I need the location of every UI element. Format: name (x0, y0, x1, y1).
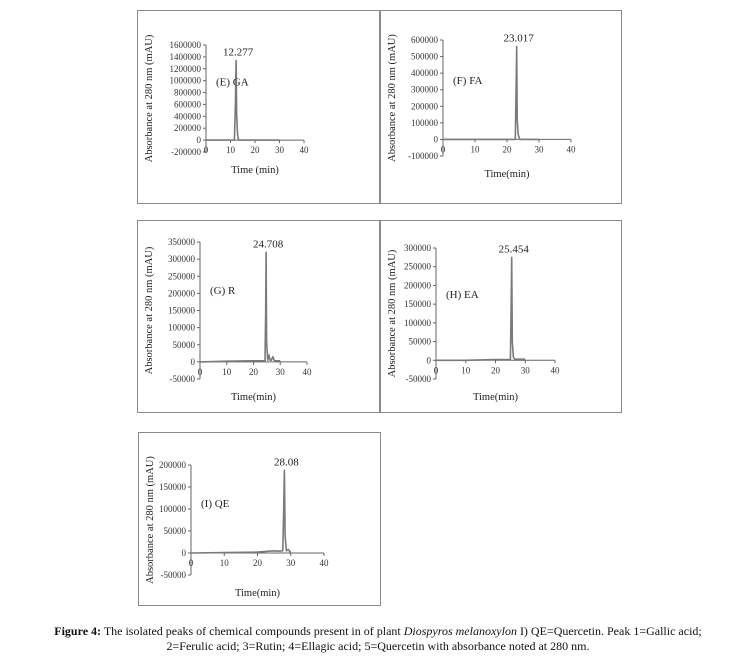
chart-i-x-axis-title: Time(min) (234, 588, 281, 599)
chart-svg-i (139, 433, 382, 607)
chart-e-x-axis-title: Time (min) (231, 165, 279, 176)
chart-g-y-tick-label: 200000 (168, 288, 195, 299)
chart-i-y-tick-label: 50000 (163, 526, 186, 536)
chart-e-y-tick-label: 0 (196, 135, 201, 146)
chart-e-y-tick-label: 400000 (174, 111, 201, 122)
chart-h-y-tick-label: 250000 (404, 261, 431, 272)
caption-line-2: 2=Ferulic acid; 3=Rutin; 4=Ellagic acid; 5=Quercetin with absorbance noted at 280 nm. (166, 639, 590, 653)
chart-e-y-tick-label: 1200000 (169, 63, 201, 74)
chart-svg-g (138, 221, 381, 414)
chart-h-x-tick-label: 20 (491, 365, 500, 376)
chart-panel-f (380, 10, 622, 204)
chart-h-x-tick-label: 30 (520, 365, 530, 376)
chart-h-x-axis-title: Time(min) (472, 392, 519, 403)
chart-h-y-tick-label: 0 (426, 355, 431, 366)
chart-h-y-tick-label: 300000 (404, 243, 431, 253)
chart-f-y-tick-label: 500000 (411, 51, 438, 62)
chart-e-y-axis-title: Absorbance at 280 nm (mAU) (144, 34, 155, 163)
chart-g-x-tick-label: 40 (302, 366, 312, 377)
chart-f-y-tick-label: 300000 (411, 84, 438, 95)
chart-g-y-tick-label: 0 (190, 356, 195, 367)
chart-f-x-tick-label: 20 (502, 144, 512, 155)
chart-f-x-axis-title: Time(min) (484, 169, 530, 180)
chart-g-y-tick-label: 250000 (168, 271, 195, 282)
chart-e-y-tick-label: 800000 (174, 87, 201, 98)
chart-i-x-tick-label: 10 (219, 558, 229, 568)
caption-text-2: I) QE=Quercetin. Peak 1=Gallic acid; (516, 624, 702, 638)
chart-g-x-tick-label: 30 (275, 366, 285, 377)
chart-f-x-tick-label: 0 (440, 144, 446, 155)
chart-i-y-tick-label: -50000 (160, 570, 186, 580)
chart-i-y-tick-label: 0 (181, 548, 186, 558)
chart-e-x-tick-label: 10 (226, 145, 235, 156)
chart-g-x-tick-label: 0 (197, 366, 203, 377)
chart-i-y-axis-title: Absorbance at 280 nm (mAU) (145, 456, 156, 584)
chart-g-y-tick-label: 50000 (172, 339, 195, 350)
chart-i-y-tick-label: 100000 (159, 504, 186, 514)
chart-g-y-tick-label: 300000 (168, 254, 195, 265)
chart-e-x-tick-label: 20 (250, 145, 260, 156)
caption-text-1: The isolated peaks of chemical compounds present in of plant (101, 624, 404, 638)
chart-g-y-tick-label: 350000 (168, 237, 195, 247)
chart-i-peak-label: 28.08 (273, 456, 299, 469)
chart-svg-f (381, 11, 623, 205)
chart-h-y-axis-title: Absorbance at 280 nm (mAU) (387, 249, 398, 378)
chart-g-x-tick-label: 20 (249, 366, 258, 377)
chart-i-y-tick-label: 150000 (159, 482, 186, 492)
chart-f-y-axis-title: Absorbance at 280 nm (mAU) (387, 34, 398, 162)
chart-h-y-tick-label: 200000 (404, 280, 431, 291)
chart-g-x-tick-label: 10 (222, 366, 232, 377)
chart-panel-g (137, 220, 380, 413)
chart-i-y-tick-label: 200000 (159, 460, 186, 470)
chart-h-y-tick-label: 100000 (404, 317, 431, 328)
chart-h-y-tick-label: 50000 (408, 336, 431, 347)
chart-i-series-line (191, 470, 291, 553)
chart-svg-h (381, 221, 623, 414)
chart-i-x-tick-label: 30 (286, 558, 296, 568)
chart-f-series-line (443, 47, 539, 140)
chart-h-series-line (436, 257, 525, 360)
figure-caption (0, 624, 756, 654)
chart-f-x-tick-label: 40 (566, 144, 576, 155)
chart-panel-e (137, 10, 380, 204)
chart-f-peak-label: 23.017 (503, 32, 534, 45)
chart-e-x-tick-label: 40 (299, 145, 309, 156)
chart-f-y-tick-label: 400000 (411, 68, 438, 79)
chart-h-x-tick-label: 0 (433, 365, 439, 376)
chart-panel-i (138, 432, 381, 606)
chart-e-y-tick-label: 1000000 (169, 75, 201, 86)
chart-e-peak-label: 12.277 (222, 46, 254, 59)
chart-f-y-tick-label: 200000 (411, 101, 438, 112)
chart-g-y-tick-label: 100000 (168, 322, 195, 333)
chart-h-y-tick-label: -50000 (405, 374, 431, 384)
chart-g-peak-label: 24.708 (252, 238, 284, 251)
chart-h-peak-label: 25.454 (498, 243, 529, 256)
chart-g-panel-label: (G) R (210, 285, 236, 298)
chart-e-y-tick-label: 1600000 (169, 40, 201, 50)
caption-figure-label: Figure 4: (54, 624, 102, 638)
chart-h-x-tick-label: 10 (461, 365, 471, 376)
chart-i-x-tick-label: 40 (319, 558, 329, 568)
chart-f-x-tick-label: 10 (470, 144, 480, 155)
chart-h-panel-label: (H) EA (446, 288, 479, 301)
chart-svg-e (138, 11, 381, 205)
chart-panel-h (380, 220, 622, 413)
chart-e-y-tick-label: 1400000 (169, 51, 201, 62)
chart-f-y-tick-label: 0 (433, 134, 438, 145)
caption-line-1 (0, 624, 756, 639)
chart-g-y-tick-label: -50000 (169, 374, 195, 384)
chart-h-x-tick-label: 40 (550, 365, 560, 376)
chart-h-y-tick-label: 150000 (404, 299, 431, 310)
chart-e-x-tick-label: 0 (203, 145, 209, 156)
chart-f-y-tick-label: 600000 (411, 35, 438, 45)
chart-g-y-tick-label: 150000 (168, 305, 195, 316)
chart-f-y-tick-label: 100000 (411, 117, 438, 128)
chart-e-y-tick-label: 600000 (174, 99, 201, 110)
chart-i-x-tick-label: 0 (188, 558, 194, 568)
chart-f-panel-label: (F) FA (453, 75, 483, 88)
caption-species: Diospyros melanoxylon (403, 624, 517, 638)
chart-g-series-line (200, 252, 280, 362)
chart-e-panel-label: (E) GA (216, 76, 249, 89)
chart-f-x-tick-label: 30 (534, 144, 544, 155)
chart-g-y-axis-title: Absorbance at 280 nm (mAU) (144, 246, 155, 375)
chart-e-series-line (206, 61, 280, 141)
chart-f-y-tick-label: -100000 (408, 151, 438, 161)
chart-e-y-tick-label: -200000 (171, 147, 201, 157)
chart-e-x-tick-label: 30 (275, 145, 284, 156)
chart-i-x-tick-label: 20 (253, 558, 262, 568)
chart-g-x-axis-title: Time(min) (230, 392, 277, 403)
chart-i-panel-label: (I) QE (201, 497, 230, 510)
chart-e-y-tick-label: 200000 (174, 123, 201, 134)
